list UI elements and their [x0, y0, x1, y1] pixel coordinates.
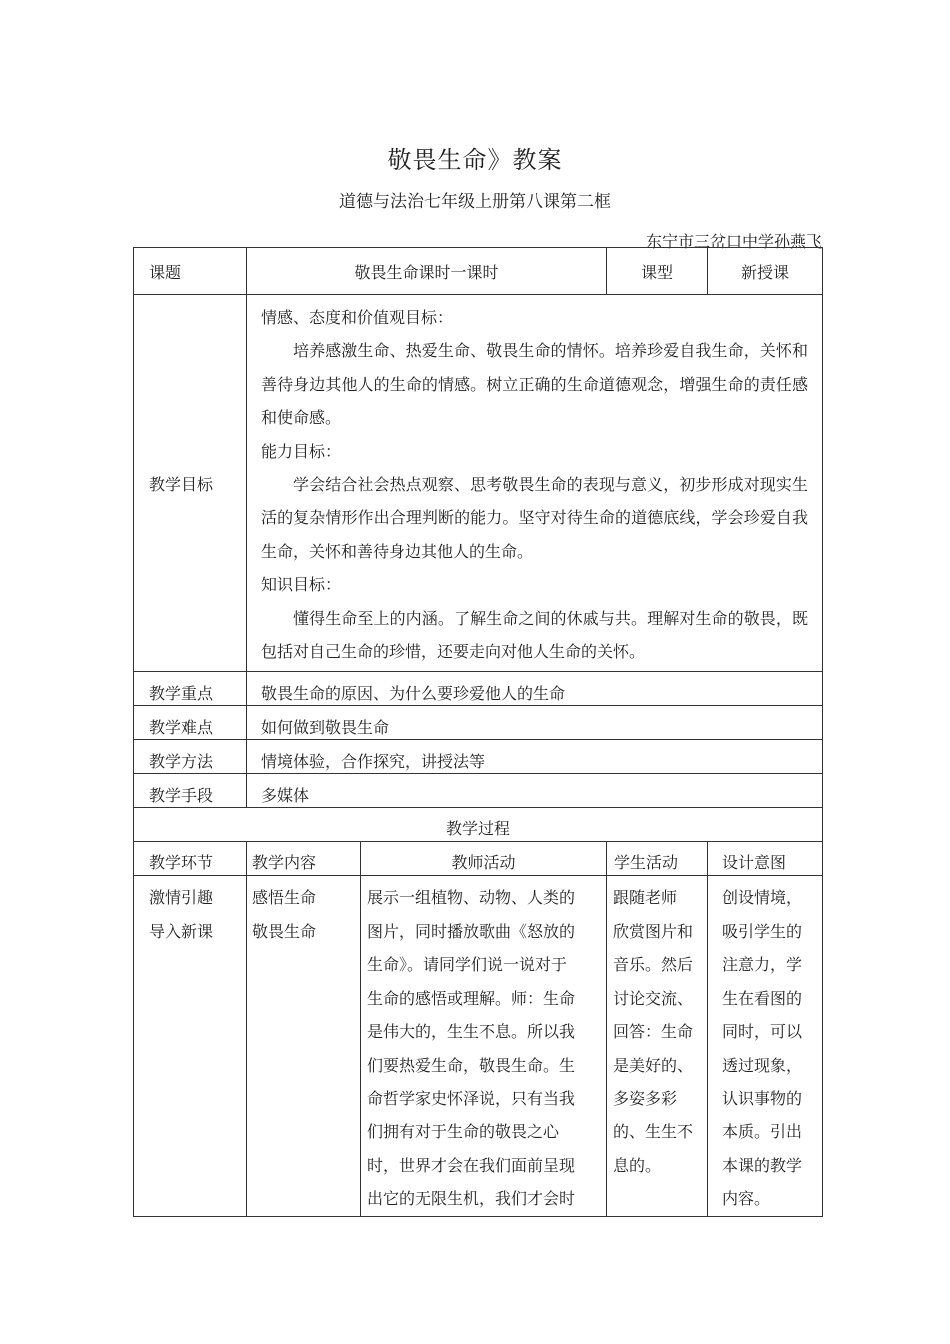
- goals-text-ability: 学会结合社会热点观察、思考敬畏生命的表现与意义，初步形成对现实生活的复杂情形作出合理判断的能力。坚守对待生命的道德底线，学会珍爱自我生命，关怀和善待身边其他人的生命。: [261, 475, 809, 561]
- row-process-stage-1: [134, 876, 823, 1216]
- stage-cell: [134, 876, 247, 1216]
- goals-content: [247, 295, 823, 672]
- teacher-line: 展示一组植物、动物、人类的: [367, 888, 576, 908]
- row-process-title: [134, 808, 823, 842]
- student-line: 音乐。然后: [613, 955, 694, 975]
- intent-line: 注意力，学: [722, 955, 803, 975]
- goals-heading-emotion: 情感、态度和价值观目标：: [261, 308, 454, 327]
- means-label: 教学手段: [134, 774, 247, 808]
- header-student: 学生活动: [607, 842, 708, 876]
- intent-line: 认识事物的: [722, 1088, 803, 1108]
- difficulties-value: 如何做到敬畏生命: [247, 706, 823, 740]
- goals-text-knowledge: 懂得生命至上的内涵。了解生命之间的休戚与共。理解对生命的敬畏，既包括对自己生命的珍惜，还要走向对他人生命的关怀。: [261, 608, 809, 662]
- teacher-line: 命哲学家史怀泽说，只有当我: [367, 1088, 576, 1108]
- stage-line: 导入新课: [149, 921, 214, 941]
- row-difficulties: [134, 706, 823, 740]
- key-points-label: 教学重点: [134, 672, 247, 706]
- document-author: 东宁市三岔口中学孙燕飞: [645, 232, 822, 251]
- student-line: 多姿多彩: [613, 1088, 678, 1108]
- difficulties-label: 教学难点: [134, 706, 247, 740]
- content-line: 感悟生命: [252, 888, 317, 908]
- lesson-type-label: 课型: [607, 248, 708, 295]
- teacher-line: 是伟大的，生生不息。所以我: [367, 1022, 576, 1042]
- goals-label: 教学目标: [134, 295, 247, 672]
- goals-text-emotion: 培养感激生命、热爱生命、敬畏生命的情怀。培养珍爱自我生命，关怀和善待身边其他人的生命的情感。树立正确的生命道德观念，增强生命的责任感和使命感。: [261, 341, 809, 428]
- content-cell: [247, 876, 361, 1216]
- document-title: 敬畏生命》教案: [387, 146, 563, 174]
- intent-line: 内容。: [722, 1189, 771, 1209]
- intent-line: 本课的教学: [722, 1155, 803, 1175]
- intent-line: 吸引学生的: [722, 921, 803, 941]
- header-stage: 教学环节: [134, 842, 247, 876]
- intent-line: 同时，可以: [722, 1022, 803, 1042]
- teacher-line: 图片，同时播放歌曲《怒放的: [367, 921, 576, 941]
- stage-line: 激情引趣: [149, 888, 214, 908]
- means-value: 多媒体: [247, 774, 823, 808]
- header-teacher: 教师活动: [361, 842, 607, 876]
- student-line: 讨论交流、: [613, 988, 694, 1008]
- design-intent-cell: [708, 876, 823, 1216]
- teacher-line: 时，世界才会在我们面前呈现: [367, 1155, 576, 1175]
- intent-line: 创设情境，: [722, 888, 803, 908]
- content-line: 敬畏生命: [252, 921, 317, 941]
- methods-label: 教学方法: [134, 740, 247, 774]
- student-line: 欣赏图片和: [613, 921, 694, 941]
- lesson-title-value: 敬畏生命课时一课时: [247, 248, 607, 295]
- student-activity-cell: [607, 876, 708, 1216]
- goals-heading-ability: 能力目标：: [261, 441, 342, 461]
- teacher-line: 生命的感悟或理解。师：生命: [367, 988, 576, 1008]
- lesson-type-value: 新授课: [708, 248, 823, 295]
- teacher-line: 们拥有对于生命的敬畏之心: [367, 1122, 560, 1142]
- student-line: 息的。: [613, 1155, 662, 1175]
- intent-line: 透过现象，: [722, 1055, 803, 1075]
- row-methods: [134, 740, 823, 774]
- intent-line: 本质。引出: [722, 1122, 803, 1142]
- teacher-line: 们要热爱生命，敬畏生命。生: [367, 1055, 576, 1075]
- row-lesson-title: [134, 248, 823, 295]
- document-subtitle: 道德与法治七年级上册第八课第二框: [339, 192, 611, 212]
- key-points-value: 敬畏生命的原因、为什么要珍爱他人的生命: [247, 672, 823, 706]
- student-line: 是美好的、: [613, 1055, 694, 1075]
- row-process-headers: [134, 842, 823, 876]
- student-line: 回答：生命: [613, 1022, 694, 1042]
- header-intent: 设计意图: [708, 842, 823, 876]
- row-teaching-goals: [134, 295, 823, 672]
- row-key-points: [134, 672, 823, 706]
- goals-heading-knowledge: 知识目标：: [261, 575, 342, 595]
- intent-line: 生在看图的: [722, 988, 803, 1008]
- methods-value: 情境体验，合作探究，讲授法等: [247, 740, 823, 774]
- teacher-activity-cell: [361, 876, 607, 1216]
- teacher-line: 生命》。请同学们说一说对于: [367, 955, 568, 975]
- lesson-plan-table: [133, 247, 823, 1217]
- teacher-line: 出它的无限生机，我们才会时: [367, 1189, 576, 1209]
- lesson-title-label: 课题: [134, 248, 247, 295]
- row-means: [134, 774, 823, 808]
- header-content: 教学内容: [247, 842, 361, 876]
- student-line: 跟随老师: [613, 888, 678, 908]
- student-line: 的、生生不: [613, 1122, 694, 1142]
- process-title: 教学过程: [134, 808, 823, 842]
